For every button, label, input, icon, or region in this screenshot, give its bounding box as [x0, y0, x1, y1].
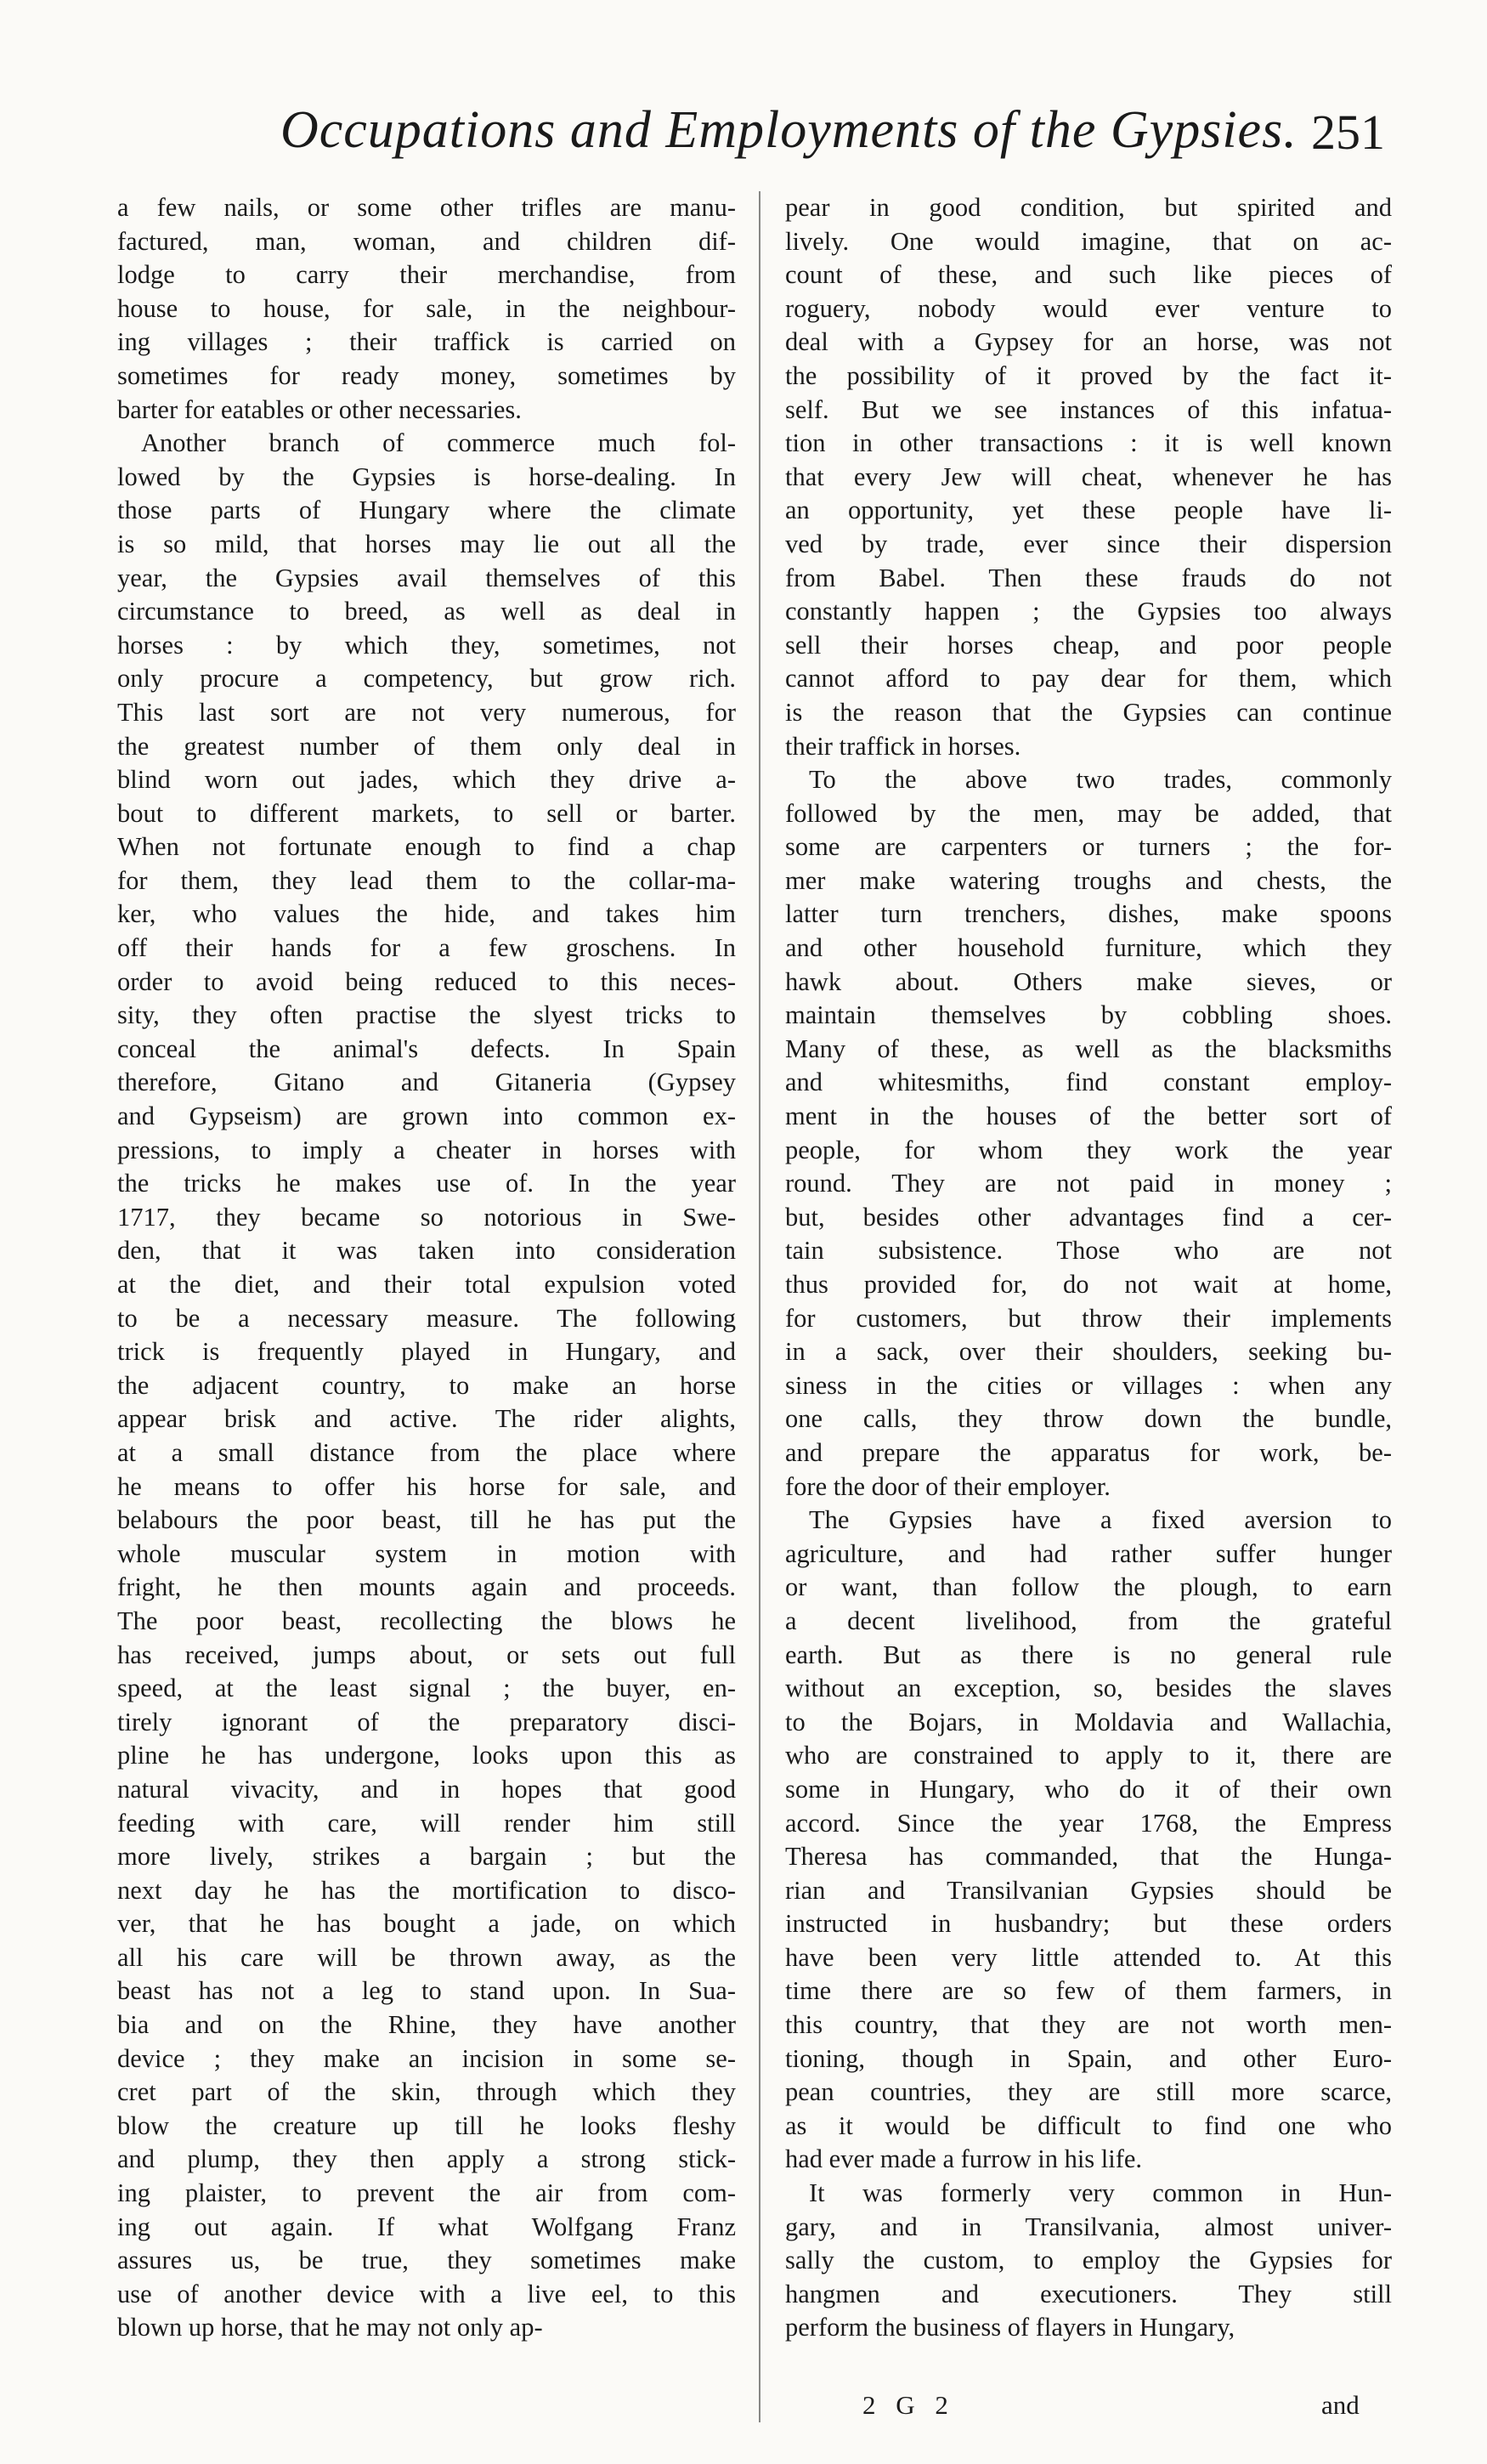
- text-line: perform the business of flayers in Hungary,: [785, 2313, 1235, 2342]
- text-line: at the diet, and their total expulsion voted: [117, 1270, 736, 1299]
- text-line: ing out again. If what Wolfgang Franz: [117, 2212, 736, 2241]
- text-line: The Gypsies have a fixed aversion to: [809, 1505, 1392, 1535]
- text-line: house to house, for sale, in the neighbour-: [117, 293, 736, 323]
- text-line: all his care will be thrown away, as the: [117, 1942, 736, 1972]
- page-header: [280, 100, 1385, 177]
- text-line: off their hands for a few groschens. In: [117, 933, 736, 963]
- text-line: Many of these, as well as the blacksmiths: [785, 1034, 1392, 1063]
- text-line: factured, man, woman, and children dif-: [117, 226, 736, 256]
- column-rule: [759, 191, 760, 2422]
- running-title: Occupations and Employments of the Gypsies.: [280, 101, 1298, 159]
- text-line: This last sort are not very numerous, for: [117, 697, 736, 727]
- text-line: trick is frequently played in Hungary, and: [117, 1337, 736, 1367]
- text-line: year, the Gypsies avail themselves of this: [117, 563, 736, 592]
- text-line: circumstance to breed, as well as deal in: [117, 597, 736, 626]
- text-line: mer make watering troughs and chests, the: [785, 865, 1392, 895]
- text-line: and Gypseism) are grown into common ex-: [117, 1102, 736, 1131]
- text-line: blind worn out jades, which they drive a-: [117, 765, 736, 795]
- text-line: cret part of the skin, through which they: [117, 2077, 736, 2107]
- text-line: their traffick in horses.: [785, 731, 1021, 761]
- catchword: and: [1321, 2390, 1360, 2420]
- text-line: a few nails, or some other trifles are manu-: [117, 193, 736, 222]
- text-line: who are constrained to apply to it, there are: [785, 1741, 1392, 1770]
- text-line: fright, he then mounts again and proceeds.: [117, 1572, 736, 1602]
- text-line: agriculture, and had rather suffer hunger: [785, 1538, 1392, 1568]
- text-line: To the above two trades, commonly: [809, 765, 1392, 795]
- text-line: that every Jew will cheat, whenever he has: [785, 462, 1392, 491]
- text-line: natural vivacity, and in hopes that good: [117, 1774, 736, 1804]
- right-column: [785, 191, 1392, 2345]
- signature-mark: 2 G 2: [862, 2390, 955, 2420]
- text-line: sell their horses cheap, and poor people: [785, 630, 1392, 660]
- text-line: assures us, be true, they sometimes make: [117, 2246, 736, 2275]
- text-line: time there are so few of them farmers, in: [785, 1976, 1392, 2006]
- text-line: at a small distance from the place where: [117, 1437, 736, 1467]
- text-line: accord. Since the year 1768, the Empress: [785, 1808, 1392, 1838]
- text-line: hawk about. Others make sieves, or: [785, 966, 1392, 996]
- text-line: round. They are not paid in money ;: [785, 1169, 1392, 1198]
- text-line: pear in good condition, but spirited and: [785, 193, 1392, 222]
- text-line: beast has not a leg to stand upon. In Sua-: [117, 1976, 736, 2006]
- text-line: whole muscular system in motion with: [117, 1538, 736, 1568]
- text-line: 1717, they became so notorious in Swe-: [117, 1202, 736, 1232]
- text-line: had ever made a furrow in his life.: [785, 2144, 1143, 2174]
- text-line: people, for whom they work the year: [785, 1135, 1392, 1164]
- text-line: conceal the animal's defects. In Spain: [117, 1034, 736, 1063]
- text-line: When not fortunate enough to find a chap: [117, 832, 736, 862]
- text-line: lodge to carry their merchandise, from: [117, 260, 736, 290]
- text-line: those parts of Hungary where the climate: [117, 496, 736, 525]
- text-line: the adjacent country, to make an horse: [117, 1370, 736, 1400]
- text-line: The poor beast, recollecting the blows he: [117, 1606, 736, 1635]
- text-line: to be a necessary measure. The following: [117, 1303, 736, 1333]
- text-line: tain subsistence. Those who are not: [785, 1236, 1392, 1266]
- text-line: fore the door of their employer.: [785, 1471, 1111, 1501]
- text-line: next day he has the mortification to disco-: [117, 1875, 736, 1905]
- text-line: in a sack, over their shoulders, seeking bu-: [785, 1337, 1392, 1367]
- text-line: barter for eatables or other necessaries.: [117, 394, 522, 424]
- text-line: appear brisk and active. The rider alights,: [117, 1404, 736, 1434]
- text-line: have been very little attended to. At this: [785, 1942, 1392, 1972]
- text-line: for customers, but throw their implements: [785, 1303, 1392, 1333]
- text-line: It was formerly very common in Hun-: [809, 2178, 1392, 2208]
- text-line: deal with a Gypsey for an horse, was not: [785, 327, 1392, 357]
- text-line: some are carpenters or turners ; the for-: [785, 832, 1392, 862]
- text-line: ing plaister, to prevent the air from com-: [117, 2178, 736, 2208]
- text-line: pline he has undergone, looks upon this as: [117, 1741, 736, 1770]
- text-line: therefore, Gitano and Gitaneria (Gypsey: [117, 1068, 736, 1097]
- text-line: tirely ignorant of the preparatory disci-: [117, 1707, 736, 1736]
- page-footer: [0, 2390, 1487, 2424]
- text-line: gary, and in Transilvania, almost univer-: [785, 2212, 1392, 2241]
- text-line: feeding with care, will render him still: [117, 1808, 736, 1838]
- text-line: bout to different markets, to sell or barter.: [117, 798, 736, 828]
- text-line: is so mild, that horses may lie out all the: [117, 529, 736, 558]
- text-line: device ; they make an incision in some se-: [117, 2043, 736, 2073]
- page-number: 251: [1311, 105, 1385, 160]
- text-line: earth. But as there is no general rule: [785, 1640, 1392, 1669]
- text-line: some in Hungary, who do it of their own: [785, 1774, 1392, 1804]
- text-line: he means to offer his horse for sale, and: [117, 1471, 736, 1501]
- text-line: followed by the men, may be added, that: [785, 798, 1392, 828]
- text-line: has received, jumps about, or sets out full: [117, 1640, 736, 1669]
- text-line: bia and on the Rhine, they have another: [117, 2010, 736, 2040]
- text-line: this country, that they are not worth men-: [785, 2010, 1392, 2040]
- text-line: lowed by the Gypsies is horse-dealing. In: [117, 462, 736, 491]
- text-line: constantly happen ; the Gypsies too always: [785, 597, 1392, 626]
- text-line: rian and Transilvanian Gypsies should be: [785, 1875, 1392, 1905]
- text-line: the tricks he makes use of. In the year: [117, 1169, 736, 1198]
- text-line: instructed in husbandry; but these orders: [785, 1909, 1392, 1939]
- text-line: Theresa has commanded, that the Hunga-: [785, 1842, 1392, 1872]
- text-line: siness in the cities or villages : when any: [785, 1370, 1392, 1400]
- text-line: more lively, strikes a bargain ; but the: [117, 1842, 736, 1872]
- text-line: blow the creature up till he looks fleshy: [117, 2110, 736, 2140]
- text-line: ver, that he has bought a jade, on which: [117, 1909, 736, 1939]
- text-line: order to avoid being reduced to this neces-: [117, 966, 736, 996]
- text-line: tioning, though in Spain, and other Euro-: [785, 2043, 1392, 2073]
- text-line: pressions, to imply a cheater in horses with: [117, 1135, 736, 1164]
- text-line: belabours the poor beast, till he has put the: [117, 1505, 736, 1535]
- text-line: or want, than follow the plough, to earn: [785, 1572, 1392, 1602]
- text-line: use of another device with a live eel, to this: [117, 2279, 736, 2308]
- text-line: without an exception, so, besides the slaves: [785, 1674, 1392, 1703]
- text-line: sity, they often practise the slyest tricks to: [117, 1000, 736, 1030]
- text-line: count of these, and such like pieces of: [785, 260, 1392, 290]
- text-line: ing villages ; their traffick is carried on: [117, 327, 736, 357]
- text-line: an opportunity, yet these people have li-: [785, 496, 1392, 525]
- text-line: the greatest number of them only deal in: [117, 731, 736, 761]
- text-line: is the reason that the Gypsies can continue: [785, 697, 1392, 727]
- text-line: blown up horse, that he may not only ap-: [117, 2313, 543, 2342]
- text-line: the possibility of it proved by the fact it-: [785, 360, 1392, 390]
- text-line: as it would be difficult to find one who: [785, 2110, 1392, 2140]
- text-line: ker, who values the hide, and takes him: [117, 899, 736, 929]
- text-line: and plump, they then apply a strong stick-: [117, 2144, 736, 2174]
- text-line: cannot afford to pay dear for them, which: [785, 664, 1392, 694]
- text-line: latter turn trenchers, dishes, make spoons: [785, 899, 1392, 929]
- text-line: lively. One would imagine, that on ac-: [785, 226, 1392, 256]
- text-line: one calls, they throw down the bundle,: [785, 1404, 1392, 1434]
- text-line: den, that it was taken into consideration: [117, 1236, 736, 1266]
- text-line: horses : by which they, sometimes, not: [117, 630, 736, 660]
- text-line: a decent livelihood, from the grateful: [785, 1606, 1392, 1635]
- text-line: self. But we see instances of this infatua-: [785, 394, 1392, 424]
- text-line: speed, at the least signal ; the buyer, en-: [117, 1674, 736, 1703]
- text-line: sally the custom, to employ the Gypsies for: [785, 2246, 1392, 2275]
- text-line: pean countries, they are still more scarce,: [785, 2077, 1392, 2107]
- text-line: only procure a competency, but grow rich.: [117, 664, 736, 694]
- text-line: and other household furniture, which they: [785, 933, 1392, 963]
- text-line: from Babel. Then these frauds do not: [785, 563, 1392, 592]
- text-line: to the Bojars, in Moldavia and Wallachia,: [785, 1707, 1392, 1736]
- text-line: Another branch of commerce much fol-: [141, 428, 736, 458]
- text-line: roguery, nobody would ever venture to: [785, 293, 1392, 323]
- text-line: sometimes for ready money, sometimes by: [117, 360, 736, 390]
- text-line: ment in the houses of the better sort of: [785, 1102, 1392, 1131]
- text-line: ved by trade, ever since their dispersion: [785, 529, 1392, 558]
- text-line: for them, they lead them to the collar-ma-: [117, 865, 736, 895]
- text-line: and prepare the apparatus for work, be-: [785, 1437, 1392, 1467]
- text-line: maintain themselves by cobbling shoes.: [785, 1000, 1392, 1030]
- left-column: [117, 191, 736, 2345]
- text-line: and whitesmiths, find constant employ-: [785, 1068, 1392, 1097]
- text-line: but, besides other advantages find a cer-: [785, 1202, 1392, 1232]
- text-line: hangmen and executioners. They still: [785, 2279, 1392, 2308]
- text-line: tion in other transactions : it is well known: [785, 428, 1392, 458]
- text-line: thus provided for, do not wait at home,: [785, 1270, 1392, 1299]
